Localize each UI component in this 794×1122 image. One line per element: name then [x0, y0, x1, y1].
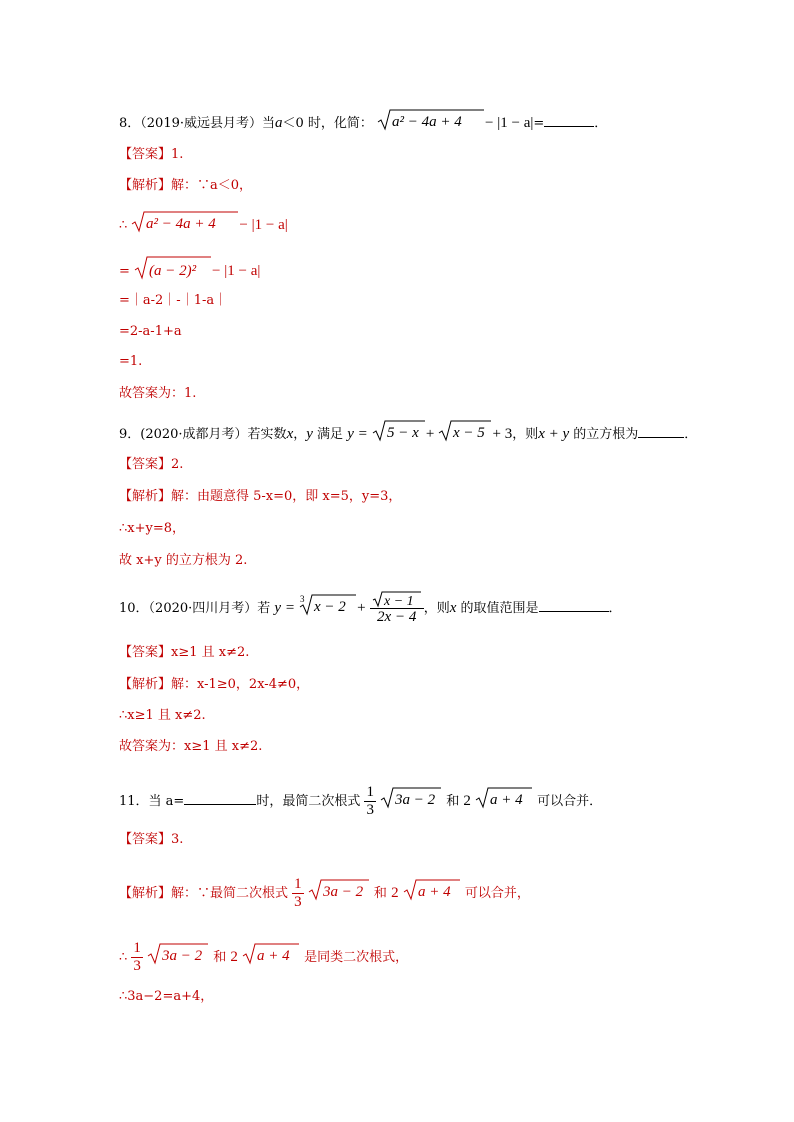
q11-step2: ∴3a−2=a+4，	[119, 989, 214, 1004]
q10-question: 10．（2020·四川月考）若 y = 3 x − 2 + $\frac{x - 1}{2x - 4}$ ，则x 的取值范围是 ．	[119, 591, 622, 626]
q11-answer-blank[interactable]	[184, 792, 256, 805]
q11-step1: ∴ $\frac{1}{3}$ 3a − 2 和 2 a + 4 是同类二次根式，	[119, 940, 409, 974]
q9-final: 故 x+y 的立方根为 2.	[119, 553, 248, 568]
svg-text:a² − 4a + 4: a² − 4a + 4	[392, 114, 462, 130]
q11-analysis: 【解析】解：∵最简二次根式 $\frac{1}{3}$ 3a − 2 和 2 a + 4 可以合并，	[119, 876, 530, 910]
q8-radical	[377, 108, 485, 139]
svg-text:a + 4: a + 4	[417, 884, 451, 900]
q9-step1: ∴x+y=8，	[119, 521, 186, 536]
q8-step1: ∴ a² − 4a + 4 − |1 − a|	[119, 210, 288, 241]
svg-text:x − 2: x − 2	[314, 599, 346, 615]
q8-analysis: 【解析】解：∵a＜0，	[119, 178, 253, 193]
q8-step4: =2-a-1+a	[119, 324, 182, 339]
q8-step2: = (a − 2)² − |1 − a|	[119, 255, 260, 288]
svg-text:a + 4: a + 4	[490, 792, 523, 808]
q10-analysis: 【解析】解：x-1≥0，2x-4≠0，	[119, 677, 310, 692]
svg-text:x − 1: x − 1	[383, 594, 414, 608]
q9-analysis: 【解析】解：由题意得 5-x=0，即 x=5，y=3，	[119, 489, 402, 504]
q9-answer-blank[interactable]	[638, 425, 684, 438]
q8-question: 8．（2019·威远县月考）当a＜0 时，化简： a² − 4a + 4 − |1 − a|= ．	[119, 108, 607, 139]
svg-text:3: 3	[300, 594, 305, 604]
q9-question: 9．(2020·成都月考）若实数x，y 满足 y = 5 − x + x − 5 + 3，则x + y 的立方根为 ．	[119, 419, 697, 450]
svg-text:3a − 2: 3a − 2	[395, 792, 436, 808]
svg-text:a + 4: a + 4	[256, 948, 290, 964]
q11-question: 11．当 a= 时，最简二次根式 $\frac{1}{3}$ 3a − 2 和 2 a + 4 可以合并．	[119, 784, 603, 818]
q8-answer-blank[interactable]	[544, 114, 594, 127]
svg-text:5 − x: 5 − x	[386, 425, 419, 441]
q10-answer-blank[interactable]	[539, 599, 609, 612]
q9-answer: 【答案】2.	[119, 457, 184, 472]
svg-text:3a − 2: 3a − 2	[322, 884, 363, 900]
q8-step5: =1.	[119, 354, 143, 369]
q8-final: 故答案为：1.	[119, 386, 197, 401]
svg-text:a² − 4a + 4: a² − 4a + 4	[146, 216, 217, 232]
q8-answer: 【答案】1.	[119, 147, 184, 162]
q10-step1: ∴x≥1 且 x≠2.	[119, 708, 206, 723]
q8-step3: =｜a-2｜-｜1-a｜	[119, 293, 228, 308]
q10-final: 故答案为：x≥1 且 x≠2.	[119, 739, 263, 754]
svg-text:(a − 2)²: (a − 2)²	[149, 263, 197, 279]
svg-text:x − 5: x − 5	[453, 425, 486, 441]
q11-answer: 【答案】3.	[119, 832, 184, 847]
q10-answer: 【答案】x≥1 且 x≠2.	[119, 645, 250, 660]
q10-fraction: $\frac{x - 1}{2x - 4}$	[370, 591, 424, 626]
svg-text:3a − 2: 3a − 2	[162, 948, 203, 964]
